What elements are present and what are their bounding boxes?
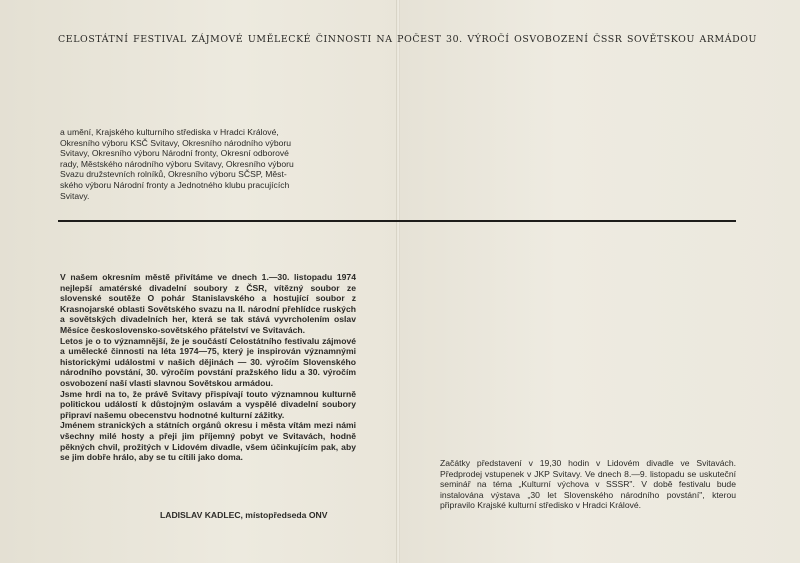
welcome-paragraph: Letos je o to významnější, že je součástí Celostátního festivalu zájmové a umělecké činnosti na léta 1974—75, který je inspirován významnými historickými událostmi v našich dějinách — 30. výročím Slovenského národního povstání, 30. výročím povstání pražského lidu a 30. výročím osvobození naší vlasti slavnou Sovětskou armádou. [60, 335, 356, 388]
organizers-line: a umění, Krajského kulturního střediska v Hradci Králové, [60, 127, 279, 137]
organizers-line: Svitavy, Okresního výboru Národní fronty, Okresní odborové [60, 148, 289, 159]
welcome-paragraph: Jsme hrdi na to, že právě Svitavy přispívají touto významnou kulturně politickou událostí k důstojným oslavám a vyspělé divadelní soubory připraví našemu obecenstvu hodnotné kulturní zážitky. [60, 388, 356, 420]
organizers-paragraph [60, 127, 356, 201]
horizontal-divider [58, 220, 736, 222]
program-info-paragraph: Začátky představení v 19,30 hodin v Lidovém divadle ve Svitavách. Předprodej vstupenek v JKP Svitavy. Ve dnech 8.—9. listopadu se uskuteční seminář na téma „Kulturní výchova v SSSR". V době festivalu bude instalována výstava „30 let Slovenského národního povstání", kterou připravilo Krajské kulturní středisko v Hradci Králové. [440, 458, 736, 511]
welcome-text [60, 272, 356, 463]
organizers-line: Okresního výboru KSČ Svitavy, Okresního národního výboru [60, 137, 292, 148]
organizers-line: Svitavy. [60, 190, 90, 201]
welcome-paragraph: V našem okresním městě přivítáme ve dnech 1.—30. listopadu 1974 nejlepší amatérské divadelní soubory z ČSR, vítězný soubor ze slovenské soutěže O pohár Stanislavského a hostující soubor z Krasnojarské oblasti Sovětského svazu na II. národní přehlídce ruských a sovětských divadelních her, která se tak stává vyvrcholením oslav Měsíce československo-sovětského přátelství ve Svitavách. [60, 272, 356, 335]
organizers-line: Svazu družstevních rolníků, Okresního výboru SČSP, Měst- [60, 169, 287, 180]
signature: LADISLAV KADLEC, místopředseda ONV [160, 510, 328, 520]
organizers-line: rady, Městského národního výboru Svitavy, Okresního výboru [60, 158, 294, 169]
organizers-line: ského výboru Národní fronty a Jednotného klubu pracujících [60, 179, 290, 190]
welcome-paragraph: Jménem stranických a státních orgánů okresu i města vítám mezi námi všechny milé hosty a přeji jim příjemný pobyt ve Svitavách, hodně pěkných chvil, prožitých v Lidovém divadle, všem účinkujícím pak, aby se jim dobře hrálo, aby se tu cítili jako doma. [60, 420, 356, 463]
festival-header-title: CELOSTÁTNÍ FESTIVAL ZÁJMOVÉ UMĚLECKÉ ČINNOSTI NA POČEST 30. VÝROČÍ OSVOBOZENÍ ČSSR SOVĚTSKOU ARMÁDOU [58, 34, 758, 45]
page-fold [396, 0, 400, 563]
